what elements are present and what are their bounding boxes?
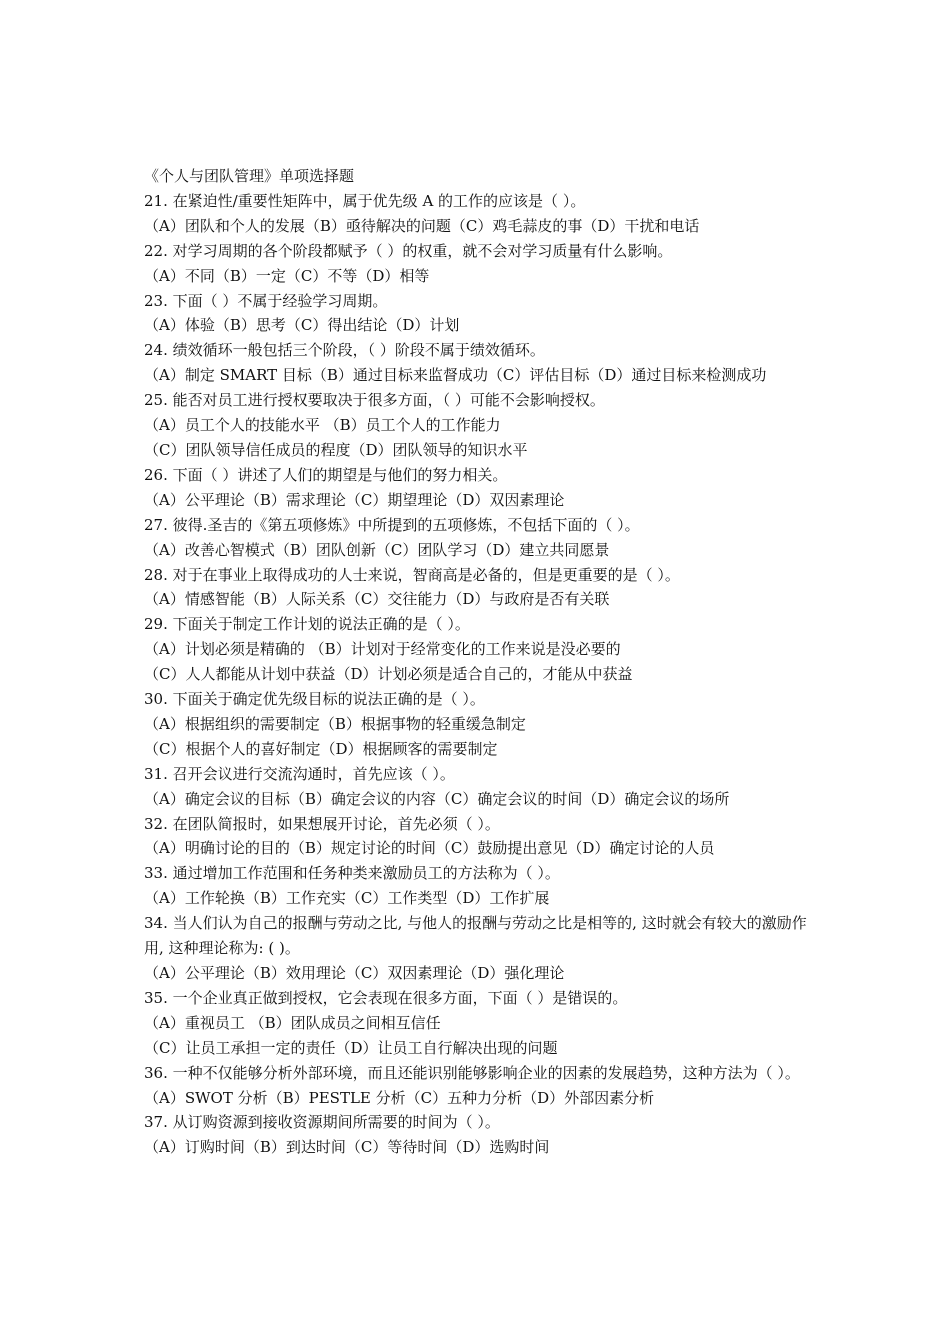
question-29: 29. 下面关于制定工作计划的说法正确的是（ ）。 (144, 615, 470, 634)
options-29-cd: （C）人人都能从计划中获益（D）计划必须是适合自己的，才能从中获益 (144, 665, 633, 684)
question-31: 31. 召开会议进行交流沟通时，首先应该（ ）。 (144, 764, 455, 783)
options-35-ab: （A）重视员工 （B）团队成员之间相互信任 (144, 1013, 441, 1032)
options-23: （A）体验（B）思考（C）得出结论（D）计划 (144, 316, 460, 335)
document-body (144, 164, 814, 1160)
options-36: （A）SWOT 分析（B）PESTLE 分析（C）五种力分析（D）外部因素分析 (144, 1088, 655, 1107)
options-21: （A）团队和个人的发展（B）亟待解决的问题（C）鸡毛蒜皮的事（D）干扰和电话 (144, 216, 700, 235)
options-30-cd: （C）根据个人的喜好制定（D）根据顾客的需要制定 (144, 739, 498, 758)
options-26: （A）公平理论（B）需求理论（C）期望理论（D）双因素理论 (144, 490, 565, 509)
options-28: （A）情感智能（B）人际关系（C）交往能力（D）与政府是否有关联 (144, 590, 610, 609)
options-30-ab: （A）根据组织的需要制定（B）根据事物的轻重缓急制定 (144, 714, 526, 733)
question-28: 28. 对于在事业上取得成功的人士来说，智商高是必备的，但是更重要的是（ ）。 (144, 565, 680, 584)
options-25-cd: （C）团队领导信任成员的程度（D）团队领导的知识水平 (144, 440, 528, 459)
options-34: （A）公平理论（B）效用理论（C）双因素理论（D）强化理论 (144, 964, 565, 982)
question-37: 37. 从订购资源到接收资源期间所需要的时间为（ ）。 (144, 1113, 500, 1132)
question-35: 35. 一个企业真正做到授权，它会表现在很多方面，下面（ ）是错误的。 (144, 988, 628, 1007)
question-25: 25. 能否对员工进行授权要取决于很多方面，（ ）可能不会影响授权。 (144, 391, 605, 410)
question-33: 33. 通过增加工作范围和任务种类来激励员工的方法称为（ ）。 (144, 864, 560, 883)
question-27: 27. 彼得.圣吉的《第五项修炼》中所提到的五项修炼，不包括下面的（ ）。 (144, 515, 640, 534)
question-32: 32. 在团队简报时，如果想展开讨论，首先必须（ ）。 (144, 814, 500, 833)
document-title: 《个人与团队管理》单项选择题 (144, 167, 355, 185)
options-29-ab: （A）计划必须是精确的 （B）计划对于经常变化的工作来说是没必要的 (144, 640, 621, 659)
question-36: 36. 一种不仅能够分析外部环境，而且还能识别能够影响企业的因素的发展趋势，这种方法为（ ）。 (144, 1063, 800, 1082)
question-21: 21. 在紧迫性/重要性矩阵中，属于优先级 A 的工作的应该是（ ）。 (144, 191, 586, 210)
options-25-ab: （A）员工个人的技能水平 （B）员工个人的工作能力 (144, 416, 501, 435)
options-31: （A）确定会议的目标（B）确定会议的内容（C）确定会议的时间（D）确定会议的场所 (144, 789, 730, 808)
question-22: 22. 对学习周期的各个阶段都赋予（ ）的权重，就不会对学习质量有什么影响。 (144, 241, 673, 260)
options-35-cd: （C）让员工承担一定的责任（D）让员工自行解决出现的问题 (144, 1038, 558, 1057)
options-24: （A）制定 SMART 目标（B）通过目标来监督成功（C）评估目标（D）通过目标来检测成功 (144, 366, 767, 385)
options-32: （A）明确讨论的目的（B）规定讨论的时间（C）鼓励提出意见（D）确定讨论的人员 (144, 839, 715, 858)
question-34: 34. 当人们认为自己的报酬与劳动之比, 与他人的报酬与劳动之比是相等的, 这时就会有较大的激励作用, 这种理论称为: ( )。 (144, 914, 807, 958)
options-27: （A）改善心智模式（B）团队创新（C）团队学习（D）建立共同愿景 (144, 540, 610, 559)
question-23: 23. 下面（ ）不属于经验学习周期。 (144, 291, 388, 310)
question-30: 30. 下面关于确定优先级目标的说法正确的是（ ）。 (144, 690, 485, 709)
question-24: 24. 绩效循环一般包括三个阶段，（ ）阶段不属于绩效循环。 (144, 341, 545, 360)
options-37: （A）订购时间（B）到达时间（C）等待时间（D）选购时间 (144, 1138, 550, 1157)
options-22: （A）不同（B）一定（C）不等（D）相等 (144, 266, 430, 285)
question-26: 26. 下面（ ）讲述了人们的期望是与他们的努力相关。 (144, 465, 508, 484)
options-33: （A）工作轮换（B）工作充实（C）工作类型（D）工作扩展 (144, 889, 550, 908)
